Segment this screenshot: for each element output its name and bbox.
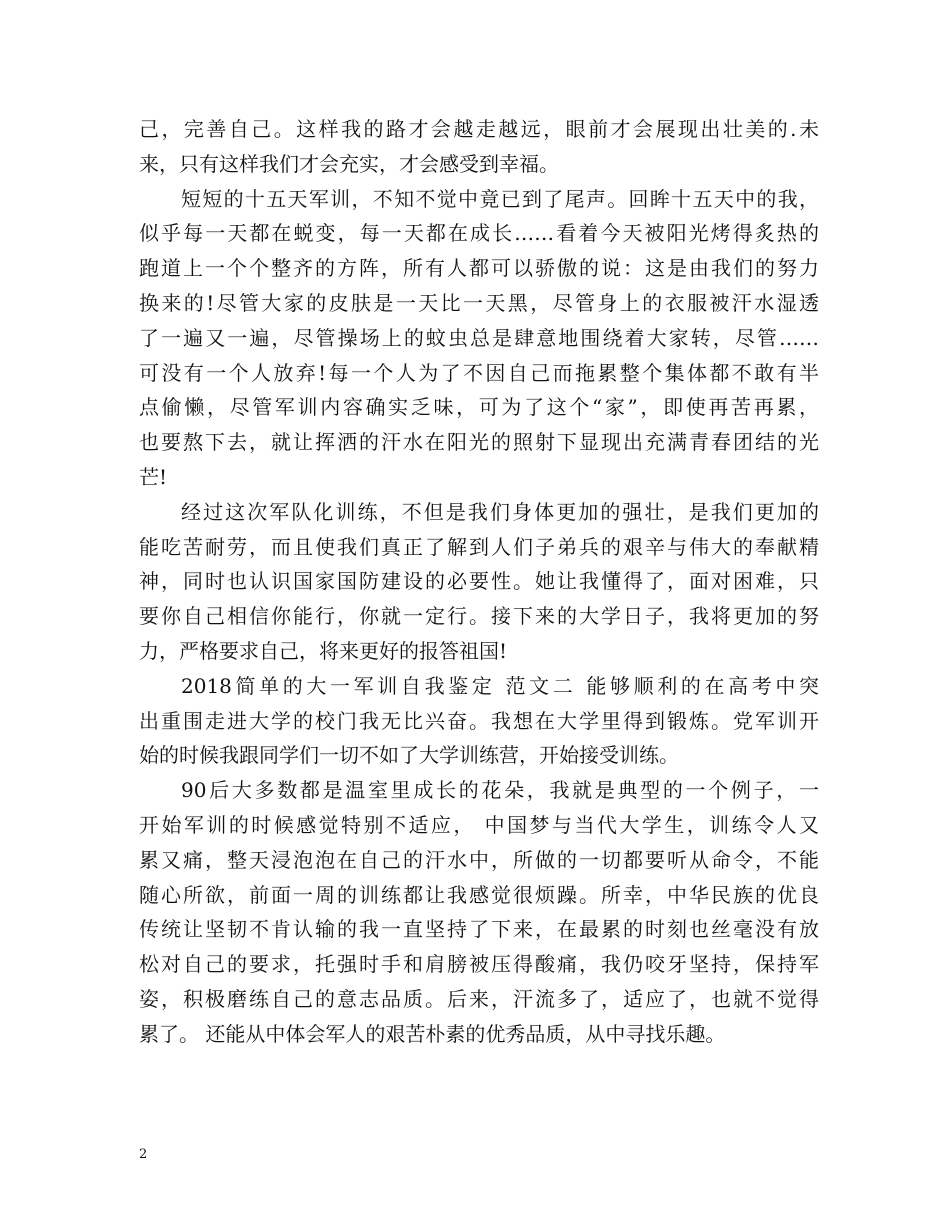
text-line: 换来的!尽管大家的皮肤是一天比一天黑，尽管身上的衣服被汗水湿透: [139, 290, 819, 315]
text-line: 短短的十五天军训，不知不觉中竟已到了尾声。回眸十五天中的我，: [181, 186, 819, 211]
text-line: 累又痛，整天浸泡泡在自己的汗水中，所做的一切都要听从命令，不能: [139, 847, 819, 872]
text-line: 随心所欲，前面一周的训练都让我感觉很烦躁。所幸，中华民族的优良: [139, 882, 819, 907]
text-line: 似乎每一天都在蜕变，每一天都在成长……看着今天被阳光烤得炙热的: [139, 221, 819, 246]
document-body: [139, 112, 819, 1052]
text-line: 2018简单的大一军训自我鉴定 范文二 能够顺利的在高考中突: [181, 673, 819, 698]
text-line: 可没有一个人放弃!每一个人为了不因自己而拖累整个集体都不敢有半: [139, 360, 819, 385]
text-line: 神，同时也认识国家国防建设的必要性。她让我懂得了，面对困难，只: [139, 569, 819, 594]
text-line: 始的时候我跟同学们一切不如了大学训练营，开始接受训练。: [139, 743, 679, 768]
text-line: 己，完善自己。这样我的路才会越走越远，眼前才会展现出壮美的.未: [139, 117, 819, 141]
text-line: 来，只有这样我们才会充实，才会感受到幸福。: [139, 151, 559, 176]
text-line: 也要熬下去，就让挥洒的汗水在阳光的照射下显现出充满青春团结的光: [139, 430, 819, 455]
text-line: 90后大多数都是温室里成长的花朵，我就是典型的一个例子，一: [181, 778, 819, 803]
text-line: 要你自己相信你能行，你就一定行。接下来的大学日子，我将更加的努: [139, 604, 819, 629]
text-line: 松对自己的要求，托强时手和肩膀被压得酸痛，我仍咬牙坚持，保持军: [139, 952, 819, 977]
text-line: 姿，积极磨练自己的意志品质。后来，汗流多了，适应了，也就不觉得: [139, 986, 819, 1011]
text-line: 跑道上一个个整齐的方阵，所有人都可以骄傲的说：这是由我们的努力: [139, 256, 819, 281]
text-line: 了一遍又一遍，尽管操场上的蚊虫总是肆意地围绕着大家转，尽管……: [139, 325, 819, 350]
page-number: 2: [139, 1147, 148, 1162]
text-line: 出重围走进大学的校门我无比兴奋。我想在大学里得到锻炼。党军训开: [139, 708, 819, 733]
text-line: 力，严格要求自己，将来更好的报答祖国!: [139, 638, 508, 663]
text-line: 点偷懒，尽管军训内容确实乏味，可为了这个“家”，即使再苦再累，: [139, 395, 819, 420]
text-line: 开始军训的时候感觉特别不适应， 中国梦与当代大学生，训练令人又: [139, 812, 819, 837]
text-line: 累了。 还能从中体会军人的艰苦朴素的优秀品质，从中寻找乐趣。: [139, 1021, 726, 1046]
text-line: 能吃苦耐劳，而且使我们真正了解到人们子弟兵的艰辛与伟大的奉献精: [139, 534, 819, 559]
text-line: 经过这次军队化训练，不但是我们身体更加的强壮，是我们更加的: [181, 499, 819, 524]
text-line: 传统让坚韧不肯认输的我一直坚持了下来，在最累的时刻也丝毫没有放: [139, 917, 819, 942]
text-line: 芒!: [139, 464, 168, 489]
